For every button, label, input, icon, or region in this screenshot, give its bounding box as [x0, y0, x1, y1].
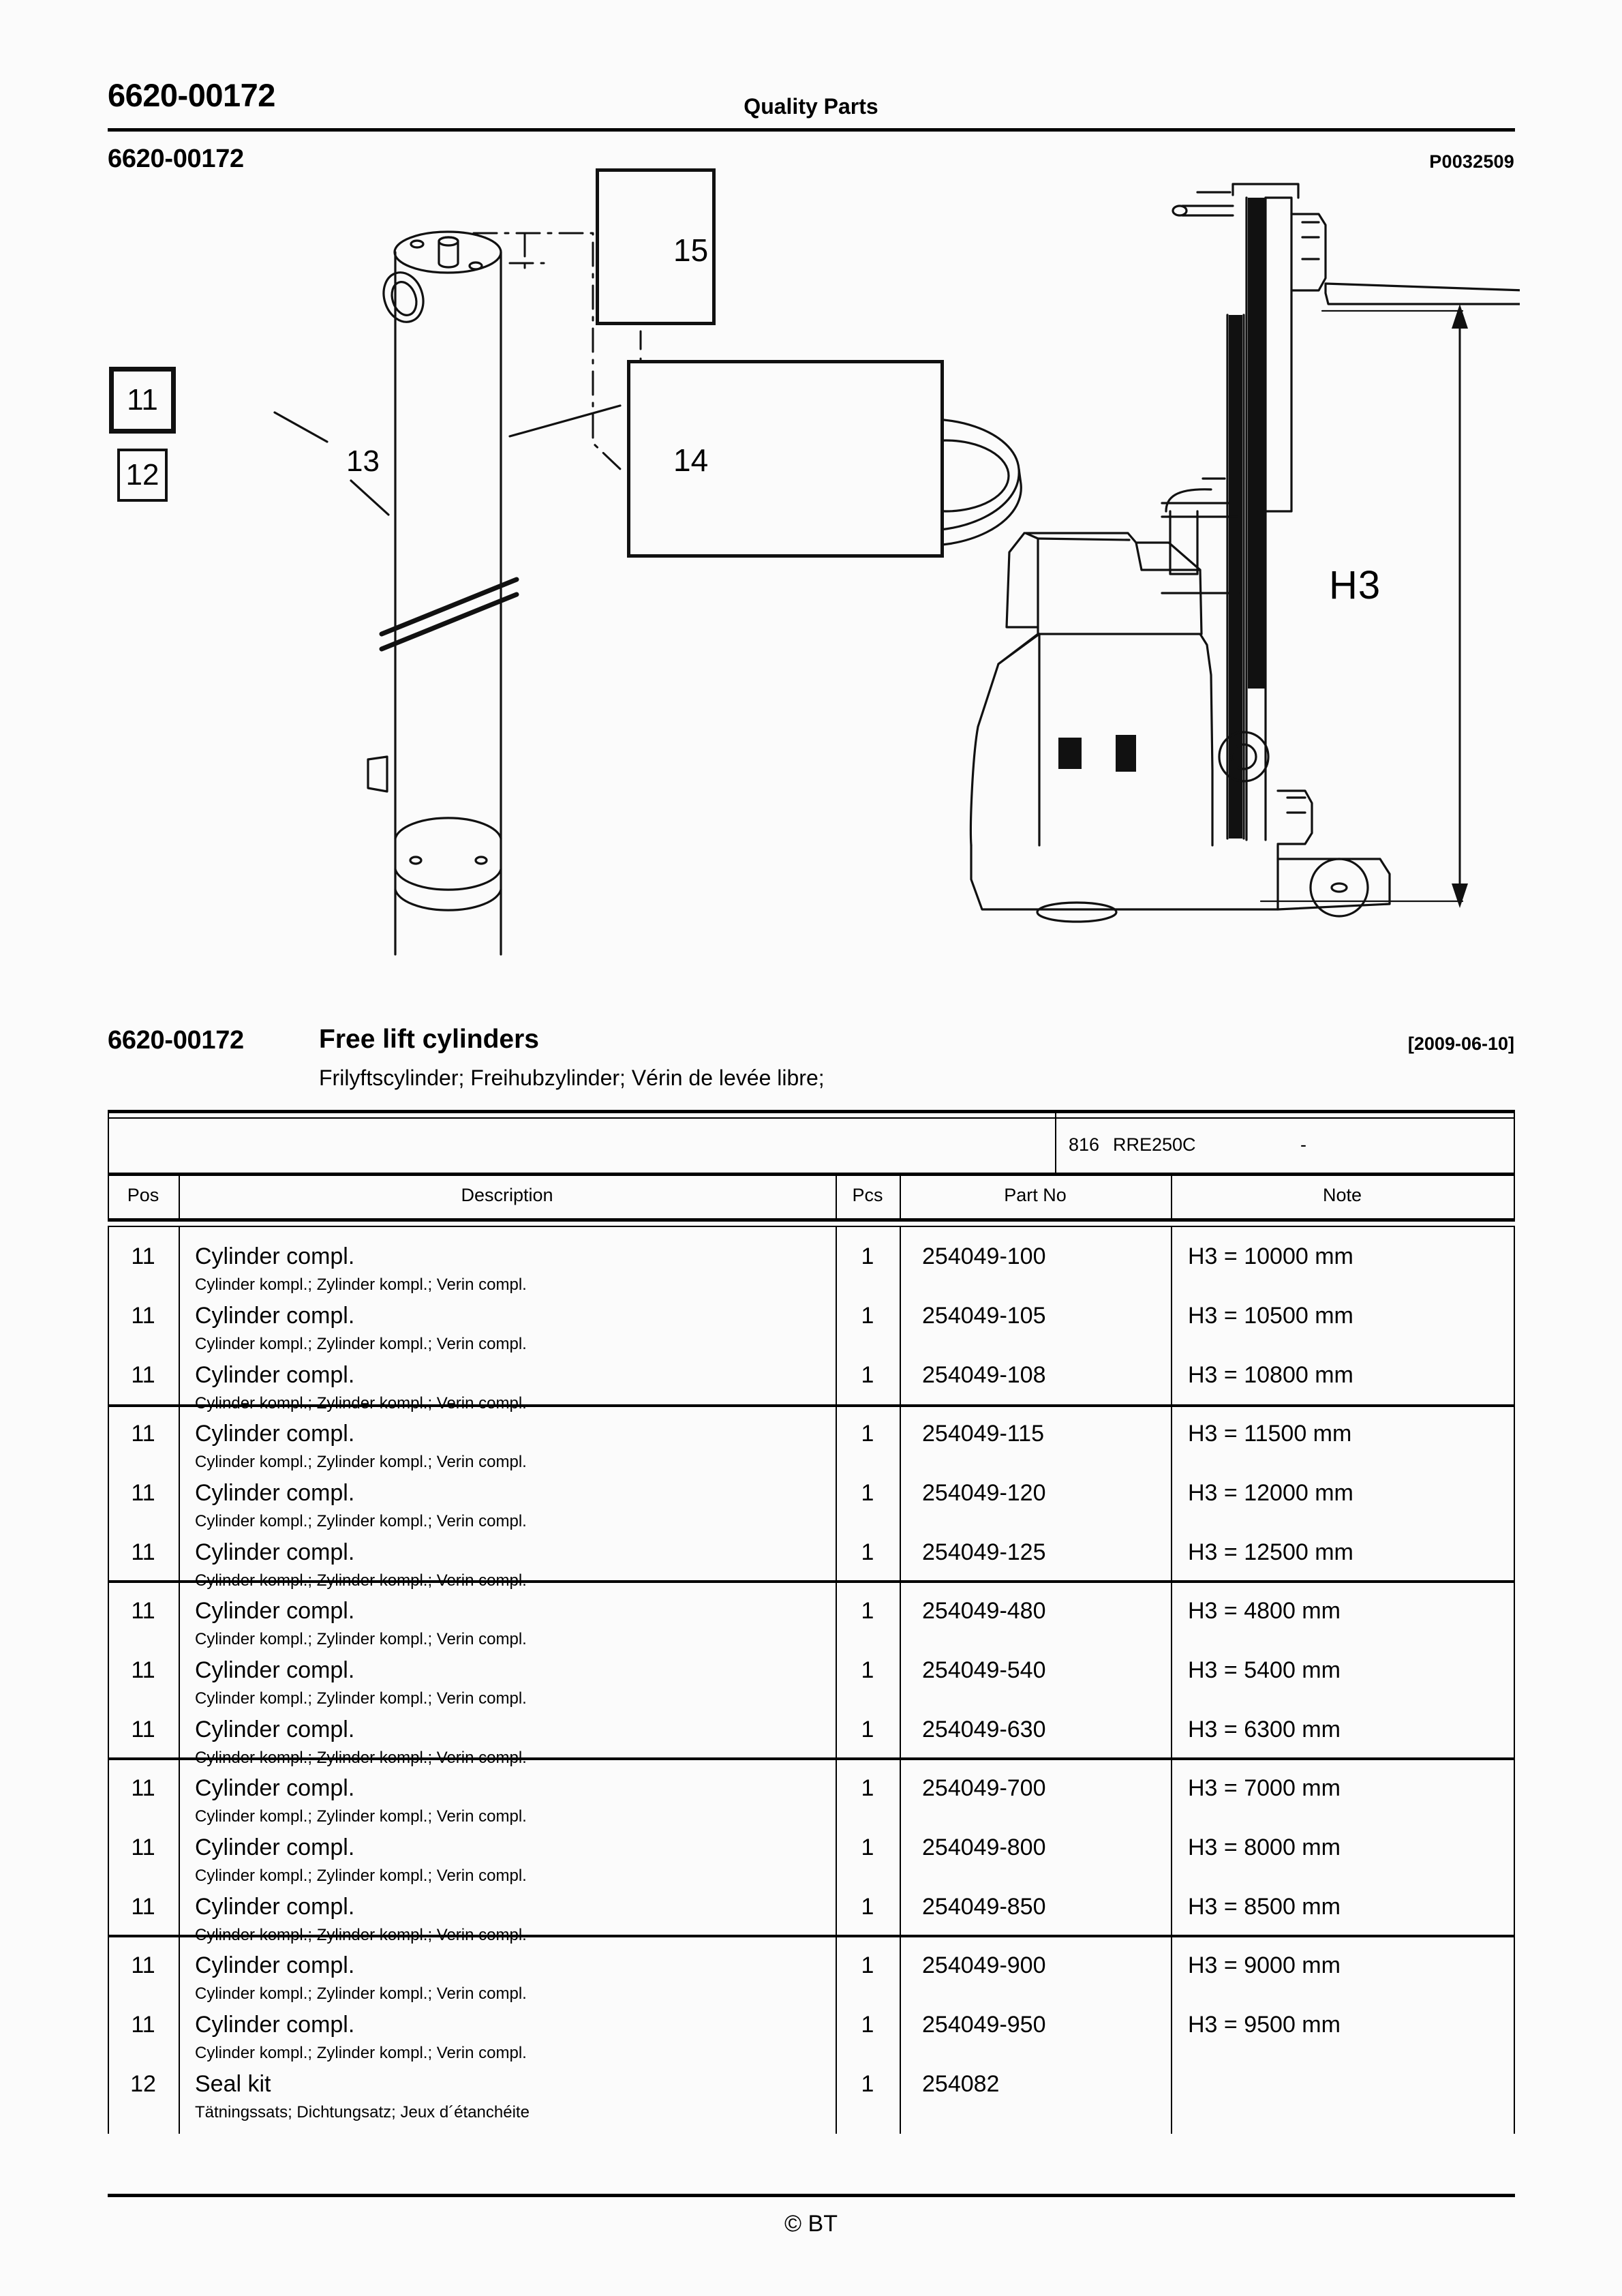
table-row: Seal kit — [195, 2071, 271, 2097]
table-row: Cylinder compl. — [195, 1834, 355, 1860]
detail-box-14-label: 14 — [673, 442, 709, 478]
table-row: 254082 — [922, 2071, 1000, 2097]
table-row: 254049-950 — [922, 2012, 1046, 2038]
leader-callout-13 — [351, 481, 388, 515]
table-row: H3 = 10800 mm — [1188, 1362, 1353, 1388]
header-doc-code: 6620-00172 — [108, 77, 275, 113]
table-row: 254049-900 — [922, 1952, 1046, 1978]
body-right-border — [1514, 1227, 1515, 2091]
table-left-border-modelband — [108, 1110, 109, 1173]
table-row: 1 — [861, 1421, 874, 1447]
table-row: 254049-115 — [922, 1421, 1044, 1447]
table-row: Cylinder kompl.; Zylinder kompl.; Verin compl. — [195, 1630, 527, 1648]
model-variant: - — [1300, 1134, 1306, 1155]
table-row: Cylinder compl. — [195, 1243, 355, 1269]
table-row: 254049-105 — [922, 1303, 1046, 1329]
exploded-illustration — [102, 170, 1520, 995]
table-row: 11 — [131, 1598, 155, 1624]
table-row: H3 = 8000 mm — [1188, 1834, 1341, 1860]
table-row: 11 — [131, 1657, 155, 1683]
illustration-svg — [102, 170, 1520, 995]
table-row: 1 — [861, 1243, 874, 1269]
table-row: 11 — [131, 1362, 155, 1388]
table-row: 1 — [861, 1362, 874, 1388]
colhdr-top-border — [108, 1173, 1515, 1176]
table-row: Cylinder kompl.; Zylinder kompl.; Verin compl. — [195, 1275, 527, 1294]
table-row: Cylinder kompl.; Zylinder kompl.; Verin compl. — [195, 1749, 527, 1767]
model-number: 816 — [1069, 1134, 1100, 1155]
column-header-description: Description — [461, 1185, 553, 1205]
table-row: 1 — [861, 1894, 874, 1920]
table-row: 254049-540 — [922, 1657, 1046, 1683]
part-group-code: 6620-00172 — [108, 1026, 244, 1055]
table-row: H3 = 10500 mm — [1188, 1303, 1353, 1329]
table-row: Cylinder compl. — [195, 1775, 355, 1801]
column-header-pos: Pos — [127, 1185, 159, 1205]
table-row: 1 — [861, 1657, 874, 1683]
table-row: H3 = 9000 mm — [1188, 1952, 1341, 1978]
table-row: Cylinder kompl.; Zylinder kompl.; Verin compl. — [195, 2044, 527, 2062]
table-row: H3 = 4800 mm — [1188, 1598, 1341, 1624]
body-left-border-tail — [108, 2091, 109, 2134]
callout-11-label: 11 — [127, 383, 158, 417]
table-row: 11 — [131, 2012, 155, 2038]
table-row: 1 — [861, 1598, 874, 1624]
leader-callout-11 — [275, 412, 327, 442]
revision-date: [2009-06-10] — [1407, 1033, 1514, 1054]
footer-rule — [108, 2194, 1515, 2197]
colhdr-bottom-border-inner — [108, 1226, 1515, 1227]
modelband-divider — [1055, 1110, 1056, 1173]
table-row: H3 = 10000 mm — [1188, 1243, 1353, 1269]
table-row: Cylinder compl. — [195, 1480, 355, 1506]
table-row: H3 = 12500 mm — [1188, 1539, 1353, 1565]
table-row: Cylinder kompl.; Zylinder kompl.; Verin compl. — [195, 1689, 527, 1708]
table-row: 1 — [861, 2012, 874, 2038]
table-row: 254049-480 — [922, 1598, 1046, 1624]
table-row: H3 = 8500 mm — [1188, 1894, 1341, 1920]
table-row: Cylinder compl. — [195, 1421, 355, 1447]
table-row: 1 — [861, 1834, 874, 1860]
section-code: 6620-00172 — [108, 145, 244, 173]
table-row: 254049-125 — [922, 1539, 1046, 1565]
table-row: Cylinder compl. — [195, 1539, 355, 1565]
leader-callout-14 — [510, 406, 620, 436]
table-row: Cylinder kompl.; Zylinder kompl.; Verin compl. — [195, 1453, 527, 1471]
column-header-partno: Part No — [1004, 1185, 1067, 1205]
table-row: 11 — [131, 1717, 155, 1742]
table-row: 1 — [861, 1480, 874, 1506]
table-top-border-inner — [108, 1117, 1515, 1119]
body-div-pos-tail — [179, 2091, 180, 2134]
table-row: Cylinder kompl.; Zylinder kompl.; Verin compl. — [195, 1335, 527, 1353]
callout-13 — [346, 444, 380, 479]
table-row: Cylinder kompl.; Zylinder kompl.; Verin compl. — [195, 1807, 527, 1826]
table-row: 254049-850 — [922, 1894, 1046, 1920]
table-row: Cylinder kompl.; Zylinder kompl.; Verin compl. — [195, 1512, 527, 1530]
table-row: 11 — [131, 1775, 155, 1801]
header-title: Quality Parts — [744, 94, 878, 119]
body-right-border-tail — [1514, 2091, 1515, 2134]
table-row: 254049-120 — [922, 1480, 1046, 1506]
table-row: 11 — [131, 1303, 155, 1329]
table-row: 11 — [131, 1539, 155, 1565]
table-row: 11 — [131, 1894, 155, 1920]
table-row: Tätningssats; Dichtungsatz; Jeux d´étanchéite — [195, 2103, 530, 2121]
table-row: 11 — [131, 1834, 155, 1860]
table-row: H3 = 7000 mm — [1188, 1775, 1341, 1801]
body-div-pos — [179, 1227, 180, 2091]
table-row: Cylinder kompl.; Zylinder kompl.; Verin compl. — [195, 1394, 527, 1413]
table-row: Cylinder compl. — [195, 1952, 355, 1978]
table-row: Cylinder compl. — [195, 1362, 355, 1388]
body-div-pcs-tail — [900, 2091, 901, 2134]
footer-copyright: © BT — [784, 2211, 838, 2237]
drawing-number: P0032509 — [1429, 151, 1514, 172]
table-row: H3 = 5400 mm — [1188, 1657, 1341, 1683]
body-div-partno-tail — [1171, 2091, 1172, 2134]
table-row: Cylinder compl. — [195, 1657, 355, 1683]
table-row: 11 — [131, 1480, 155, 1506]
column-header-pcs: Pcs — [852, 1185, 883, 1205]
table-row: Cylinder kompl.; Zylinder kompl.; Verin compl. — [195, 1571, 527, 1590]
table-right-border-modelband — [1514, 1110, 1515, 1173]
table-row: 1 — [861, 1775, 874, 1801]
colhdr-bottom-border — [108, 1218, 1515, 1222]
table-row: H3 = 12000 mm — [1188, 1480, 1353, 1506]
table-row: 12 — [130, 2071, 156, 2097]
table-row: Cylinder kompl.; Zylinder kompl.; Verin compl. — [195, 1984, 527, 2003]
colhdr-right-border — [1514, 1176, 1515, 1218]
table-row: 1 — [861, 1952, 874, 1978]
table-row: Cylinder compl. — [195, 1598, 355, 1624]
table-row: Cylinder compl. — [195, 1894, 355, 1920]
table-row: 254049-630 — [922, 1717, 1046, 1742]
callout-12-label: 12 — [125, 458, 159, 492]
callout-11 — [109, 367, 176, 434]
table-row: 254049-108 — [922, 1362, 1046, 1388]
table-row: 1 — [861, 1539, 874, 1565]
detail-box-15-label: 15 — [673, 232, 709, 268]
table-row: 1 — [861, 1303, 874, 1329]
table-row: Cylinder compl. — [195, 2012, 355, 2038]
part-group-subtitle: Frilyftscylinder; Freihubzylinder; Vérin de levée libre; — [319, 1066, 825, 1090]
table-row: 11 — [131, 1421, 155, 1447]
table-top-border — [108, 1110, 1515, 1113]
table-row: H3 = 6300 mm — [1188, 1717, 1341, 1742]
callout-13-label: 13 — [346, 444, 380, 478]
body-div-pcs — [900, 1227, 901, 2091]
part-group-name: Free lift cylinders — [319, 1025, 539, 1054]
table-row: 254049-100 — [922, 1243, 1046, 1269]
table-row: Cylinder kompl.; Zylinder kompl.; Verin compl. — [195, 1867, 527, 1885]
column-header-note: Note — [1322, 1185, 1362, 1205]
model-name: RRE250C — [1113, 1134, 1196, 1155]
table-row: 11 — [131, 1243, 155, 1269]
table-row: Cylinder compl. — [195, 1303, 355, 1329]
hydraulic-cylinder-icon — [368, 232, 517, 954]
table-row: Cylinder compl. — [195, 1717, 355, 1742]
table-row: H3 = 9500 mm — [1188, 2012, 1341, 2038]
table-row: 254049-800 — [922, 1834, 1046, 1860]
table-row: 11 — [131, 1952, 155, 1978]
body-div-desc-tail — [836, 2091, 837, 2134]
dimension-label-h3: H3 — [1329, 563, 1381, 607]
header-rule — [108, 128, 1515, 132]
callout-12 — [117, 449, 168, 502]
table-row: 254049-700 — [922, 1775, 1046, 1801]
table-row: H3 = 11500 mm — [1188, 1421, 1352, 1447]
table-row: 1 — [861, 1717, 874, 1742]
reach-truck-icon — [970, 184, 1520, 922]
table-row: 1 — [861, 2071, 874, 2097]
body-div-partno — [1171, 1227, 1172, 2091]
table-row: Cylinder kompl.; Zylinder kompl.; Verin compl. — [195, 1926, 527, 1944]
